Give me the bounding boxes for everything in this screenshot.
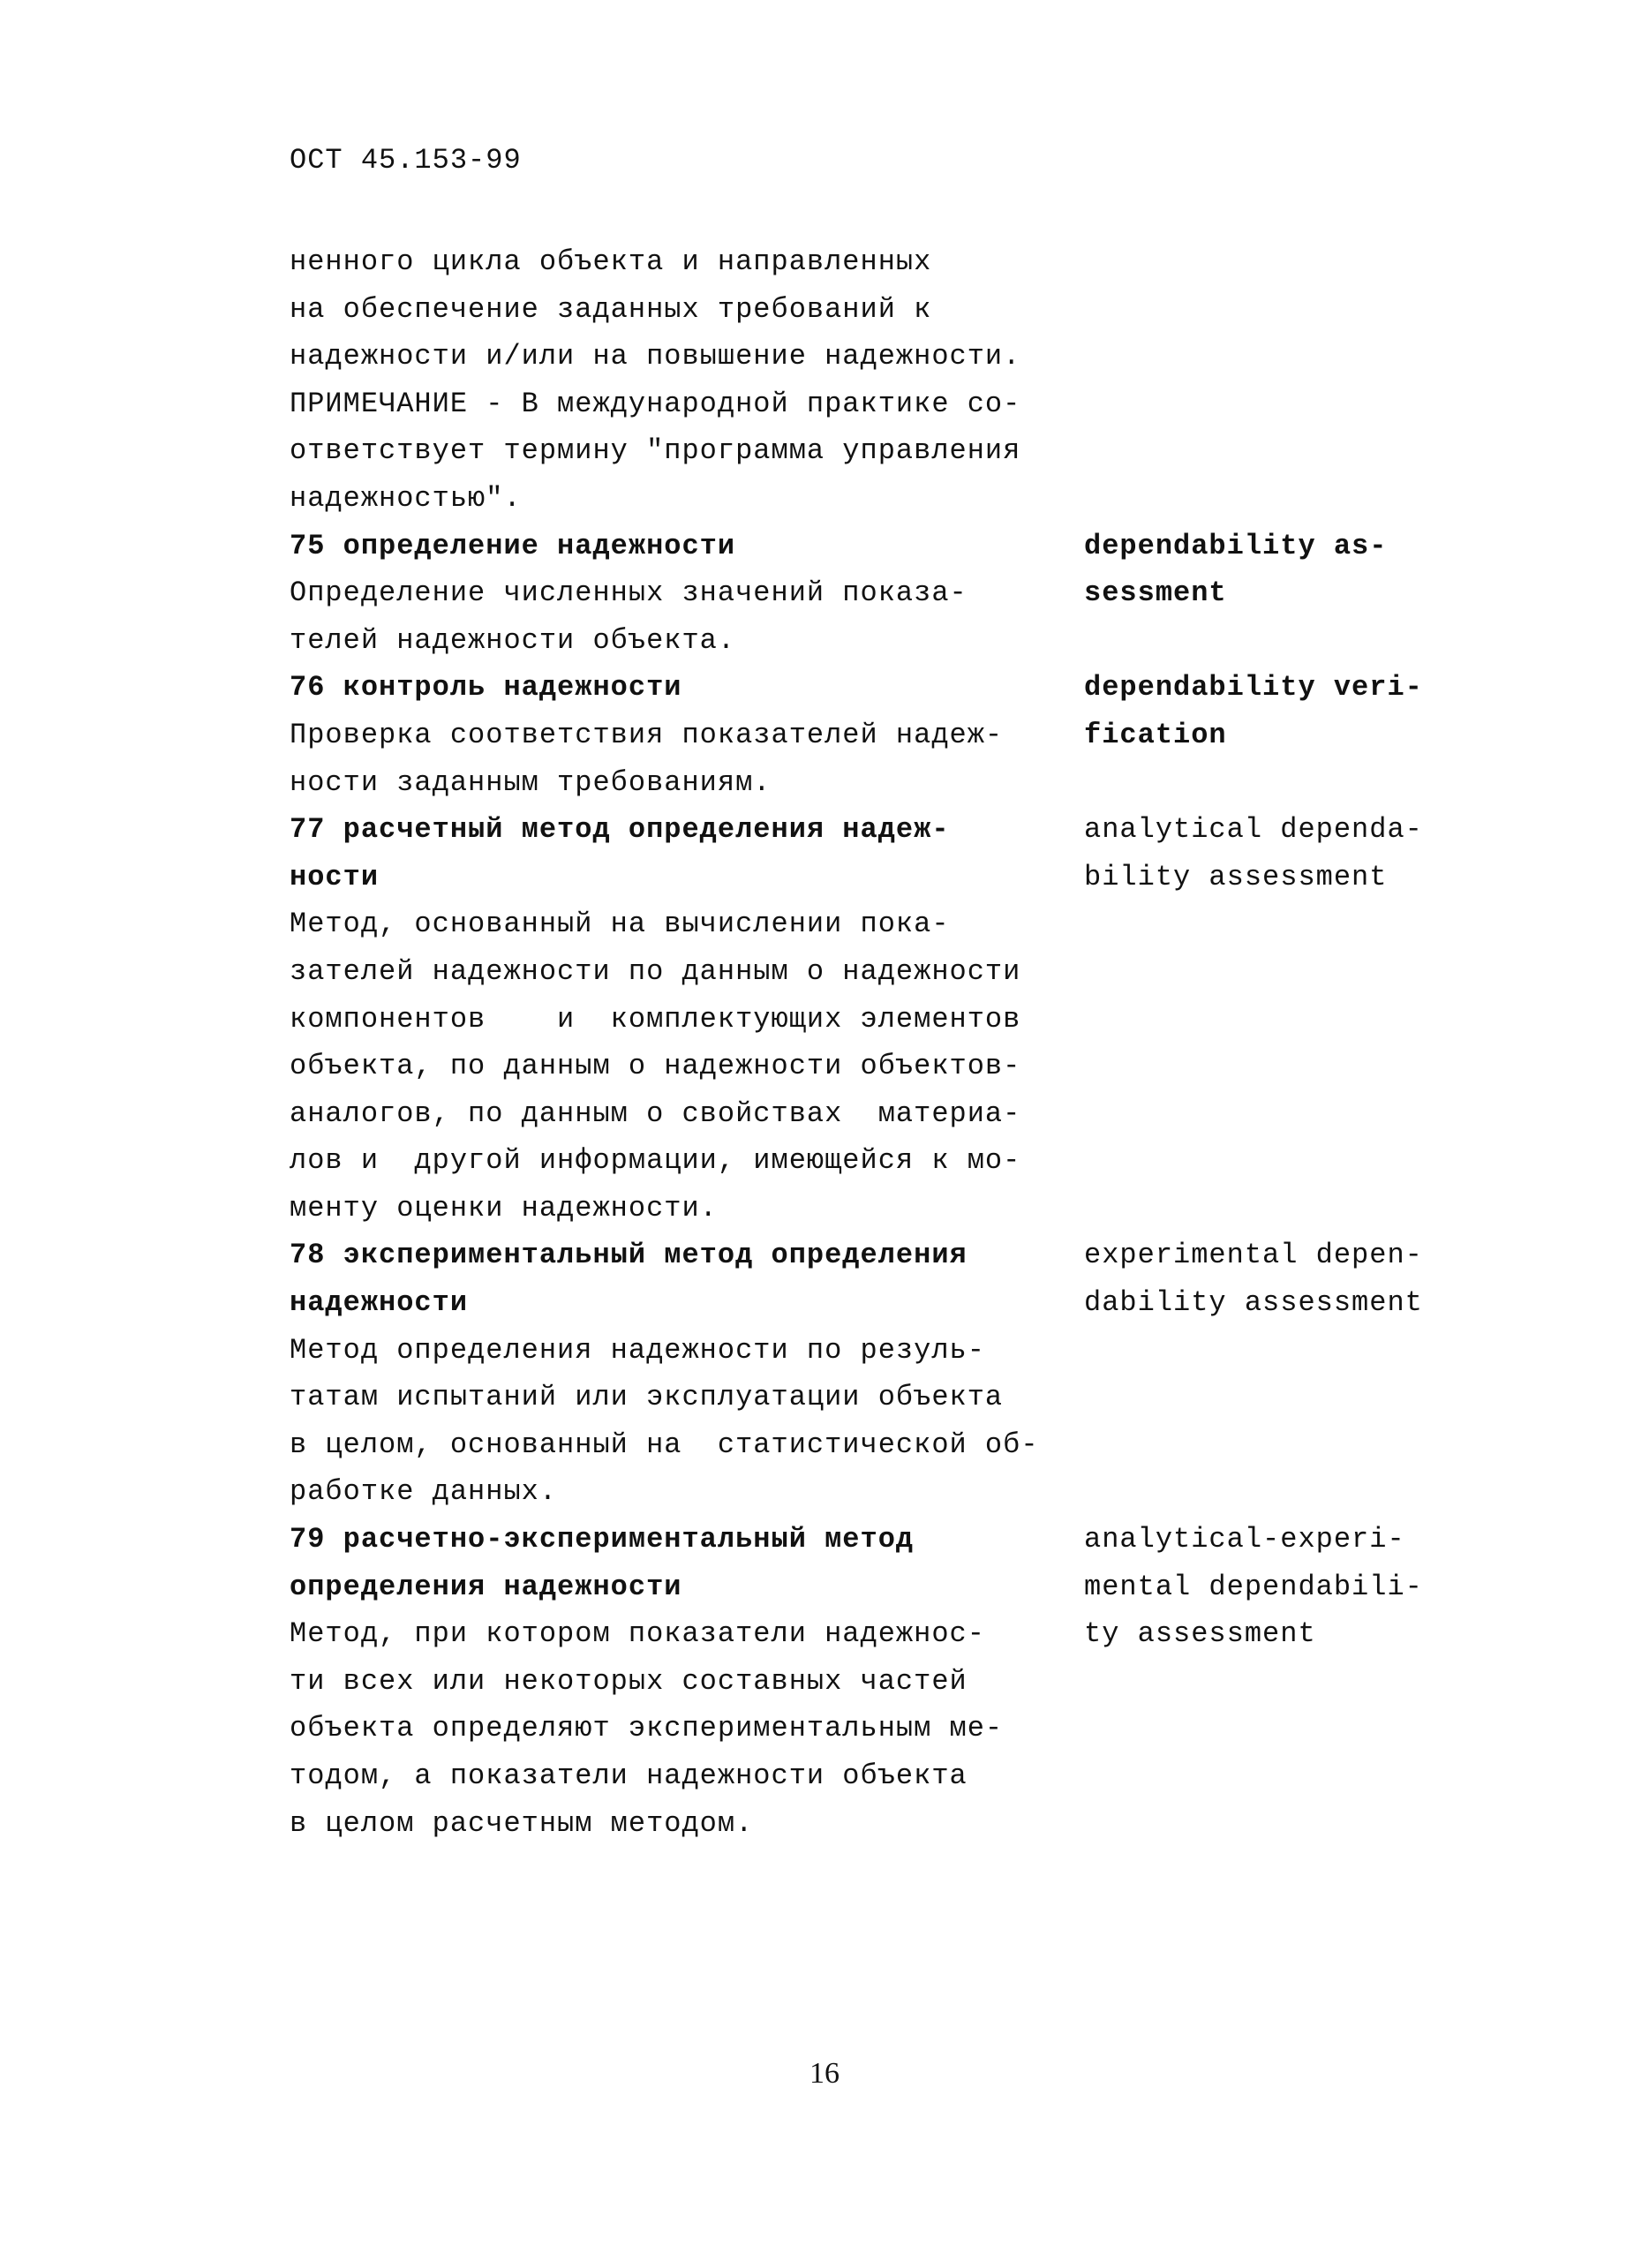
term-heading: ности	[290, 860, 380, 893]
term-english	[1084, 523, 1525, 665]
term-definition-line: зателей надежности по данным о надежности	[290, 954, 1021, 988]
term-definition-line: телей надежности объекта.	[290, 623, 736, 657]
term-definition-line: менту оценки надежности.	[290, 1191, 718, 1224]
term-definition-line: в целом, основанный на статистической об-	[290, 1428, 1039, 1461]
term-russian	[290, 1516, 1084, 1847]
term-heading: 77 расчетный метод определения надеж-	[290, 813, 950, 847]
term-definition-line: Метод, основанный на вычислении пока-	[290, 908, 950, 941]
intro-line: надежности и/или на повышение надежности.	[290, 340, 1021, 373]
term-definition-line: Метод определения надежности по резуль-	[290, 1333, 985, 1367]
term-english-line: sessment	[1084, 576, 1227, 610]
term-entry-79	[290, 1516, 1561, 1847]
term-heading: 79 расчетно-экспериментальный метод	[290, 1523, 915, 1556]
term-english-line: dependability as-	[1084, 529, 1388, 562]
term-english-line: ty assessment	[1084, 1617, 1316, 1651]
term-definition-line: Метод, при котором показатели надежнос-	[290, 1617, 985, 1651]
term-english-line: dependability veri-	[1084, 671, 1423, 705]
document-body	[290, 238, 1561, 1847]
term-russian	[290, 1232, 1084, 1516]
term-definition-line: ти всех или некоторых составных частей	[290, 1664, 968, 1698]
term-english-line: dability assessment	[1084, 1286, 1423, 1320]
term-definition-line: аналогов, по данным о свойствах материа-	[290, 1096, 1021, 1130]
term-definition-line: лов и другой информации, имеющейся к мо-	[290, 1144, 1021, 1178]
term-english-line: analytical dependa-	[1084, 813, 1423, 847]
term-definition-line: Определение численных значений показа-	[290, 576, 968, 610]
term-russian	[290, 523, 1084, 665]
term-english	[1084, 664, 1525, 806]
term-heading: 76 контроль надежности	[290, 671, 682, 705]
intro-line: ненного цикла объекта и направленных	[290, 245, 932, 278]
term-entry-76	[290, 664, 1561, 806]
term-english-line: bility assessment	[1084, 860, 1388, 893]
term-definition-line: в целом расчетным методом.	[290, 1806, 754, 1840]
term-russian	[290, 664, 1084, 806]
term-english-line: fication	[1084, 718, 1227, 751]
term-heading: надежности	[290, 1286, 469, 1320]
term-heading: 75 определение надежности	[290, 529, 736, 562]
page-number: 16	[809, 2057, 840, 2090]
document-code: ОСТ 45.153-99	[290, 144, 522, 177]
intro-line: надежностью".	[290, 481, 522, 515]
term-entry-77	[290, 806, 1561, 1232]
term-definition-line: объекта определяют экспериментальным ме-	[290, 1712, 1004, 1745]
term-english	[1084, 1232, 1525, 1516]
term-heading: определения надежности	[290, 1570, 682, 1603]
term-english-line: analytical-experi-	[1084, 1523, 1405, 1556]
term-definition-line: компонентов и комплектующих элементов	[290, 1002, 1021, 1036]
term-definition-line: объекта, по данным о надежности объектов-	[290, 1050, 1021, 1083]
term-definition-line: ности заданным требованиям.	[290, 765, 772, 799]
term-heading: 78 экспериментальный метод определения	[290, 1239, 968, 1272]
intro-line: ответствует термину "программа управления	[290, 434, 1021, 468]
term-definition-line: тодом, а показатели надежности объекта	[290, 1759, 968, 1792]
term-english	[1084, 1516, 1525, 1847]
intro-line: на обеспечение заданных требований к	[290, 292, 932, 326]
term-english-line: experimental depen-	[1084, 1239, 1423, 1272]
term-definition-line: работке данных.	[290, 1475, 558, 1509]
term-entry-78	[290, 1232, 1561, 1516]
intro-line: ПРИМЕЧАНИЕ - В международной практике со-	[290, 387, 1021, 420]
term-definition-line: татам испытаний или эксплуатации объекта	[290, 1381, 1004, 1414]
term-english-line: mental dependabili-	[1084, 1570, 1423, 1603]
term-definition-line: Проверка соответствия показателей надеж-	[290, 718, 1004, 751]
intro-paragraph	[290, 238, 1561, 523]
term-russian	[290, 806, 1084, 1232]
term-english	[1084, 806, 1525, 1232]
term-entry-75	[290, 523, 1561, 665]
